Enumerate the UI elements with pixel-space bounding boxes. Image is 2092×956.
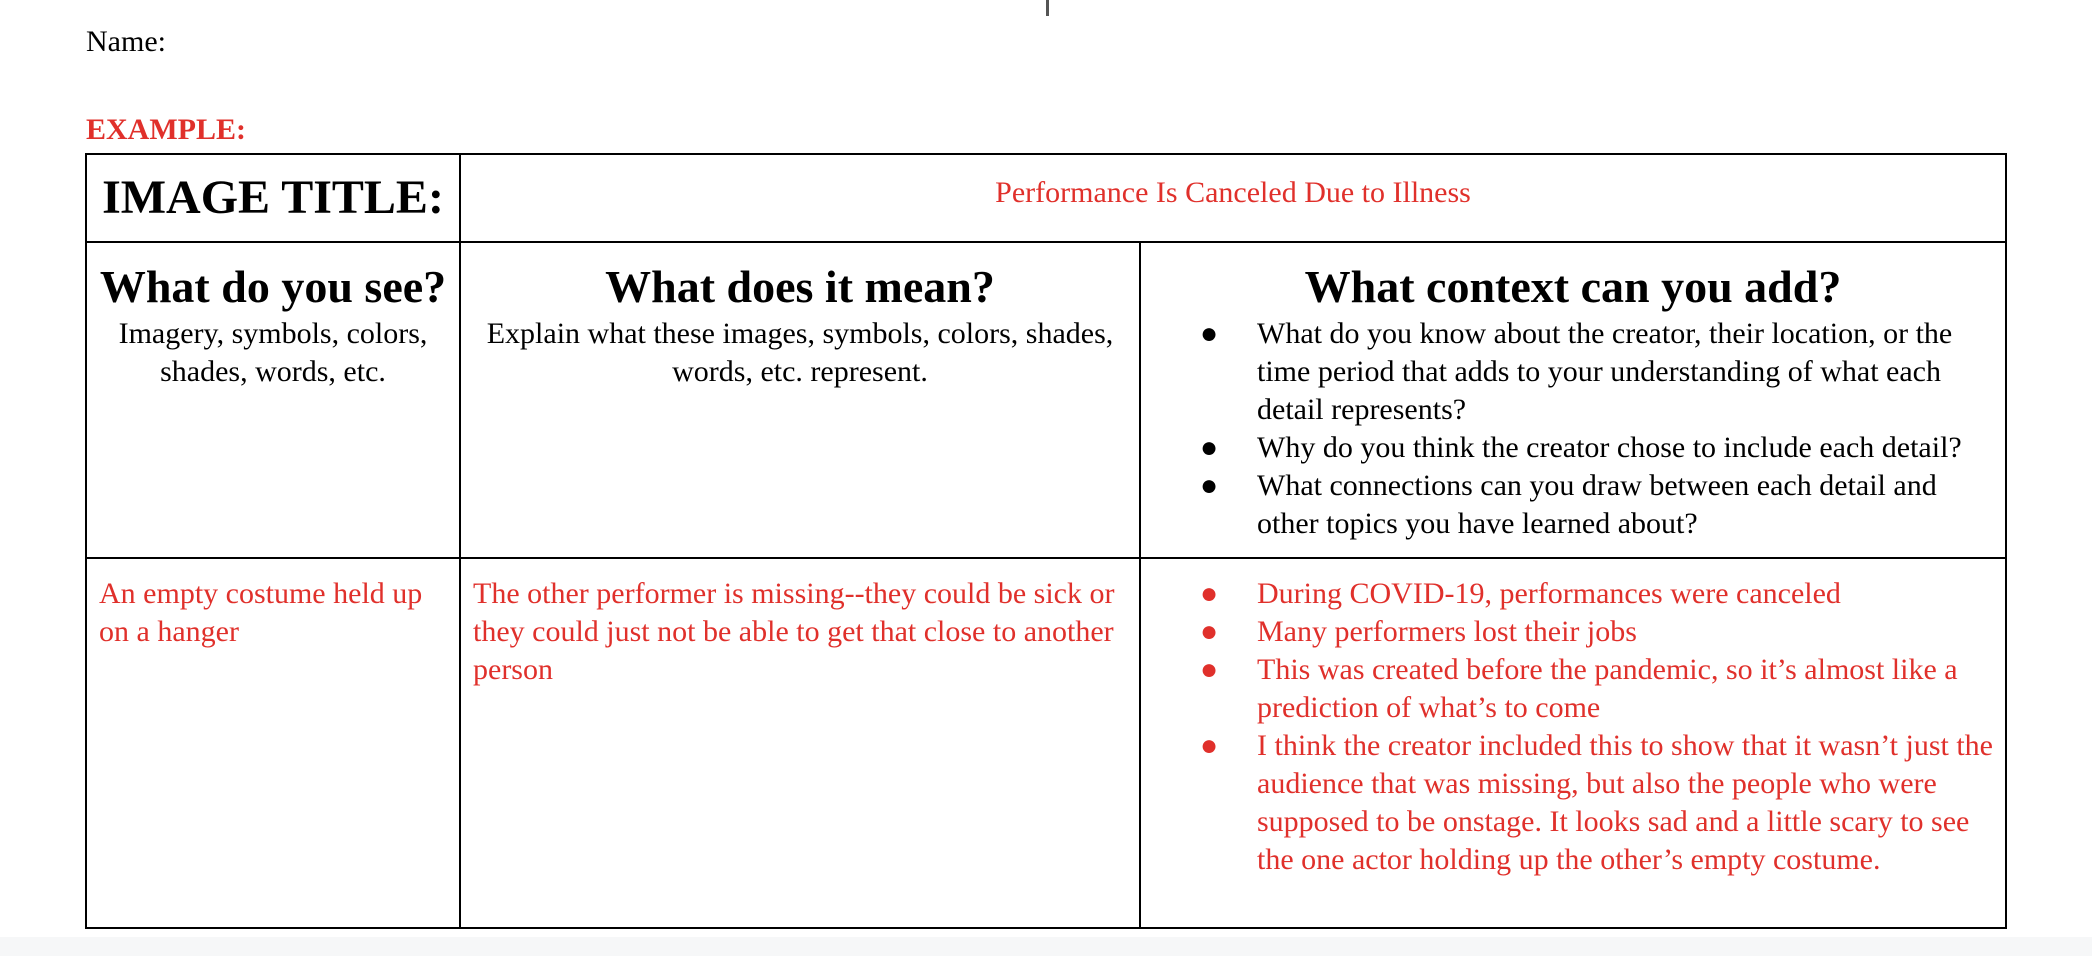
worksheet-table [85,153,2007,929]
bullet-icon: ● [1199,431,1219,464]
column-title-see: What do you see? [99,261,447,312]
bullet-icon: ● [1199,653,1219,686]
image-title-label: IMAGE TITLE: [86,154,460,242]
list-item: ● Why do you think the creator chose to include each detail? [1177,429,1993,467]
bullet-icon: ● [1199,577,1219,610]
bullet-icon: ● [1199,317,1219,350]
answer-row [86,558,2006,928]
image-title-row [86,154,2006,242]
column-title-context: What context can you add? [1304,261,1842,312]
column-subtitle-mean: Explain what these images, symbols, colors, shades, words, etc. represent. [486,317,1114,388]
answer-mean[interactable]: The other performer is missing--they could be sick or they could just not be able to get that close to another person [460,558,1140,928]
context-prompt-list [1153,315,1993,543]
list-item: ● What do you know about the creator, their location, or the time period that adds to your understanding of what each detail represents? [1177,315,1993,429]
header-cell-context [1140,242,2006,558]
text-cursor [1046,0,1049,16]
name-label: Name: [86,25,166,58]
list-item: ● What connections can you draw between each detail and other topics you have learned about? [1177,467,1993,543]
header-cell-mean [460,242,1140,558]
list-item: ● During COVID-19, performances were canceled [1177,575,1993,613]
answer-context[interactable] [1140,558,2006,928]
context-answer-list [1153,575,1993,879]
list-item: ● This was created before the pandemic, so it’s almost like a prediction of what’s to come [1177,651,1993,727]
header-cell-see [86,242,460,558]
list-item: ● Many performers lost their jobs [1177,613,1993,651]
example-label: EXAMPLE: [86,113,246,146]
list-item: ● I think the creator included this to show that it wasn’t just the audience that was missing, but also the people who were supposed to be onstage. It looks sad and a little scary to see the one actor holding up the other’s empty costume. [1177,727,1993,879]
page-footer-band [0,937,2092,956]
header-row [86,242,2006,558]
column-title-mean: What does it mean? [605,261,995,312]
bullet-icon: ● [1199,469,1219,502]
answer-see[interactable]: An empty costume held up on a hanger [86,558,460,928]
bullet-icon: ● [1199,729,1219,762]
column-subtitle-see: Imagery, symbols, colors, shades, words, etc. [118,317,428,388]
image-title-value[interactable]: Performance Is Canceled Due to Illness [460,154,2006,242]
bullet-icon: ● [1199,615,1219,648]
